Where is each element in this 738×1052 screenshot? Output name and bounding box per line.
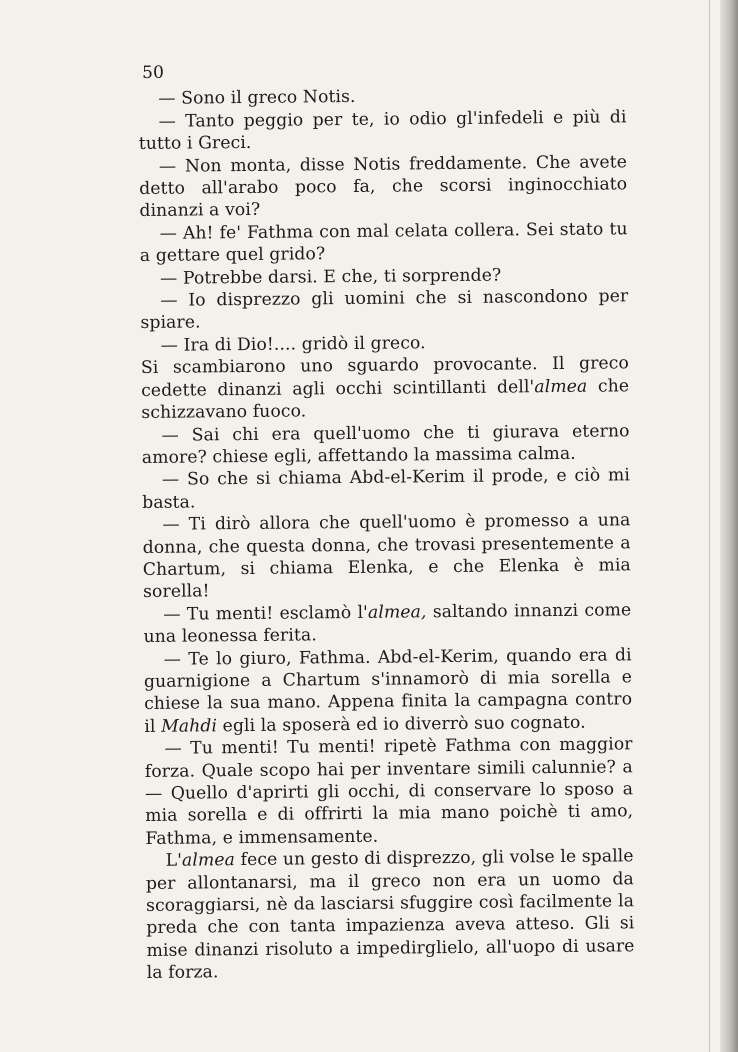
paragraph-9: — Sai chi era quell'uomo che ti giurava eterno amore? chiese egli, affettando la massima calma. [141,420,630,468]
paragraph-8-italic: almea [534,376,588,397]
paragraph-8-text-end: che schizzavano fuoco. [141,375,630,424]
paragraph-5: — Potrebbe darsi. E che, ti sorprende? [159,265,502,289]
book-page [138,57,635,984]
paragraph-7: — Ira di Dio!.... gridò il greco. [160,333,426,356]
paragraph-15 [146,845,635,984]
paragraph-15-text-end: fece un gesto di disprezzo, gli volse le spalle per allontanarsi, ma il greco non era un uomo da scoraggiarsi, nè da lasciarsi sfuggire così facilmente la preda che con tanta impazienza aveva atteso. Gli si mise dinanzi risoluto a impedirglielo, all'uopo di usare la forza. [145,846,635,984]
paragraph-8-text: Si scambiarono uno sguardo provocante. Il greco cedette dinanzi agli occhi scintillanti dell' [140,353,630,401]
paragraph-15-text: L' [165,850,183,871]
scan-edge-shadow [720,0,738,1052]
paragraph-11: — Ti dirò allora che quell'uomo è promesso a una donna, che questa donna, che trovasi presentemente a Chartum, si chiama Elenka, e che Elenka è mia sorella! [142,510,631,603]
paragraph-13 [144,644,633,738]
paragraph-13-text: — Te lo giuro, Fathma. Abd-el-Kerim, quando era di guarnigione a Chartum s'innamorò di mia sorella e chiese la sua mano. Appena finita la campagna contro il [143,644,633,737]
paragraph-12-italic: almea, [367,602,427,623]
paragraph-12-text-end: saltando innanzi come una leonessa ferita. [143,600,632,648]
scan-fold-line [709,0,710,1052]
paragraph-6: — Io disprezzo gli uomini che si nascondono per spiare. [140,286,629,334]
paragraph-13-text-end: egli la sposerà ed io diverrò suo cognato. [216,712,586,737]
paragraph-13-italic: Mahdi [161,716,218,737]
paragraph-12-text: — Tu menti! esclamò l' [163,602,369,625]
page-number: 50 [142,62,165,83]
paragraph-14: — Tu menti! Tu menti! ripetè Fathma con maggior forza. Quale scopo hai per inventare simili calunnie? a — Quello d'aprirti gli occhi, di conservare lo sposo a mia sorella e di offrirti la mia mano poichè ti amo, Fathma, e immensamente. [144,734,634,849]
paragraph-12 [143,599,631,648]
paragraph-8 [141,353,630,425]
paragraph-10: — So che si chiama Abd-el-Kerim il prode, e ciò mi basta. [142,465,631,513]
paragraph-4: — Ah! fe' Fathma con mal celata collera. Sei stato tu a gettare quel grido? [139,219,628,267]
paragraph-2: — Tanto peggio per te, io odio gl'infedeli e più di tutto i Greci. [138,107,627,155]
paragraph-15-italic: almea [181,850,236,871]
paragraph-3: — Non monta, disse Notis freddamente. Che avete detto all'arabo poco fa, che scorsi inginocchiato dinanzi a voi? [139,151,628,222]
paragraph-1: — Sono il greco Notis. [158,87,356,110]
